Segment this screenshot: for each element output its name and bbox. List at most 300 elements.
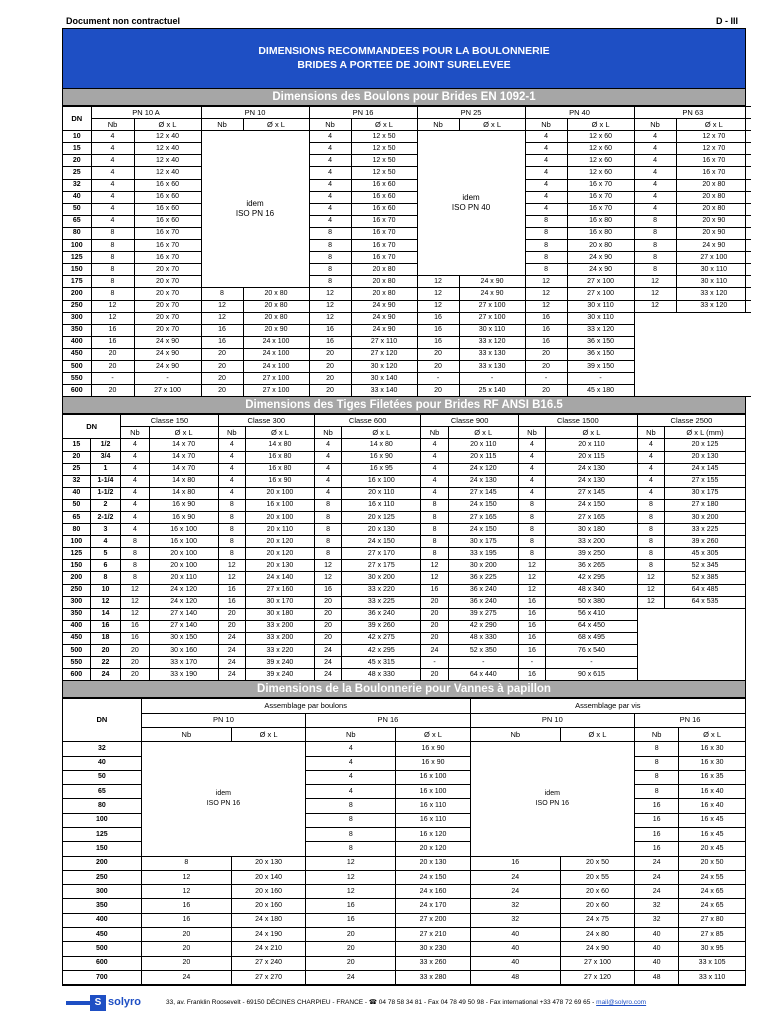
table-cell: 8 bbox=[306, 813, 396, 827]
table-cell: 20 x 80 bbox=[676, 203, 751, 215]
table-cell: 20 x 115 bbox=[546, 451, 638, 463]
table-row bbox=[63, 885, 745, 899]
table-cell: 24 bbox=[635, 885, 679, 899]
table-cell: 20 x 110 bbox=[546, 439, 638, 451]
table-cell: 42 x 295 bbox=[546, 572, 638, 584]
table-cell: 8 bbox=[518, 499, 545, 511]
table-cell: 20 x 125 bbox=[665, 439, 746, 451]
table-cell: 8 bbox=[637, 524, 664, 536]
table-cell: 16 x 70 bbox=[567, 179, 634, 191]
table-cell: 20 x 125 bbox=[342, 512, 421, 524]
pressure-class-header: PN 10 bbox=[201, 107, 309, 119]
table-cell: 4 bbox=[306, 785, 396, 799]
table-cell: 4 bbox=[525, 203, 567, 215]
dxl-header: Ø x L bbox=[546, 427, 638, 439]
table-cell: 20 x 80 bbox=[243, 312, 309, 324]
pressure-class-header: Classe 150 bbox=[121, 415, 218, 427]
table-cell: 30 x 110 bbox=[676, 276, 751, 288]
table-cell: 12 bbox=[309, 300, 351, 312]
pressure-class-header: Classe 600 bbox=[314, 415, 420, 427]
pressure-class-header: PN 10 A bbox=[91, 107, 201, 119]
dn-cell: 15 bbox=[63, 439, 90, 451]
table-cell: 16 bbox=[470, 856, 560, 870]
table-cell: 27 x 100 bbox=[243, 385, 309, 397]
table-cell: 4 bbox=[218, 487, 245, 499]
pressure-class-header: Classe 300 bbox=[218, 415, 314, 427]
table-cell: - bbox=[546, 657, 638, 669]
idem-note: idem ISO PN 16 bbox=[201, 131, 309, 288]
table-row bbox=[63, 276, 751, 288]
table-cell: 30 x 200 bbox=[665, 512, 746, 524]
dn-cell: 450 bbox=[63, 632, 90, 644]
table-cell: 30 x 110 bbox=[676, 264, 751, 276]
table-cell: 27 x 100 bbox=[243, 373, 309, 385]
table-cell: 14 x 70 bbox=[149, 463, 218, 475]
table-cell: 16 x 100 bbox=[149, 524, 218, 536]
table-cell: - bbox=[459, 373, 525, 385]
table-cell: 4 bbox=[218, 439, 245, 451]
table-cell: 27 x 165 bbox=[546, 512, 638, 524]
table-cell: 24 x 145 bbox=[665, 463, 746, 475]
table-cell: 12 bbox=[91, 312, 134, 324]
table-row bbox=[63, 742, 745, 756]
nb-header: Nb bbox=[470, 727, 560, 741]
table-cell: 48 bbox=[635, 970, 679, 984]
table-cell: 36 x 240 bbox=[448, 596, 518, 608]
table-cell: 20 x 100 bbox=[149, 548, 218, 560]
table-cell: 20 bbox=[201, 360, 243, 372]
table-row bbox=[63, 227, 751, 239]
table-cell: 24 x 55 bbox=[679, 870, 745, 884]
table-cell: 42 x 290 bbox=[448, 620, 518, 632]
table-cell: 8 bbox=[635, 785, 679, 799]
table-cell: 52 x 350 bbox=[448, 645, 518, 657]
table-cell: 4 bbox=[309, 155, 351, 167]
table-cell: 12 bbox=[421, 572, 448, 584]
table-cell: 20 x 130 bbox=[245, 560, 314, 572]
table-cell: 20 x 115 bbox=[448, 451, 518, 463]
nb-header: Nb bbox=[218, 427, 245, 439]
table-cell: 4 bbox=[121, 463, 149, 475]
table-cell: 4 bbox=[525, 131, 567, 143]
table-cell: 16 x 60 bbox=[134, 203, 201, 215]
table-cell: 4 bbox=[91, 179, 134, 191]
inch-cell: 14 bbox=[90, 608, 121, 620]
table-cell: 12 x 50 bbox=[351, 167, 417, 179]
table-cell: 12 bbox=[121, 608, 149, 620]
table-cell: 8 bbox=[421, 548, 448, 560]
table-cell: 33 x 170 bbox=[149, 657, 218, 669]
table-cell: 20 bbox=[309, 373, 351, 385]
dn-cell: 550 bbox=[63, 657, 90, 669]
dn-cell: 200 bbox=[63, 856, 141, 870]
header-row bbox=[63, 427, 745, 439]
table-cell: 20 x 50 bbox=[679, 856, 745, 870]
table-row bbox=[63, 928, 745, 942]
table-cell: 20 bbox=[218, 620, 245, 632]
dn-cell: 150 bbox=[63, 842, 141, 856]
table-cell: 33 x 130 bbox=[459, 360, 525, 372]
table-cell: 8 bbox=[518, 548, 545, 560]
table-cell: 33 x 225 bbox=[342, 596, 421, 608]
footer bbox=[66, 993, 748, 1013]
table-cell: 4 bbox=[91, 215, 134, 227]
table-cell: 24 bbox=[470, 870, 560, 884]
table-cell: 16 bbox=[518, 608, 545, 620]
table-cell: 12 x 50 bbox=[351, 143, 417, 155]
table-cell: 8 bbox=[306, 799, 396, 813]
table-cell: 12 bbox=[518, 560, 545, 572]
table-cell: 20 x 100 bbox=[245, 487, 314, 499]
table-cell: 16 bbox=[91, 336, 134, 348]
dn-cell: 150 bbox=[63, 560, 90, 572]
table-cell: 33 x 120 bbox=[676, 300, 751, 312]
table-cell: - bbox=[417, 373, 459, 385]
table-cell: 24 x 150 bbox=[342, 536, 421, 548]
dn-header: DN bbox=[63, 699, 141, 742]
table-cell: 39 x 260 bbox=[665, 536, 746, 548]
dxl-header: Ø x L (mm) bbox=[665, 427, 746, 439]
table-cell: 24 x 190 bbox=[231, 928, 305, 942]
table-cell: 20 x 70 bbox=[134, 300, 201, 312]
inch-cell: 1 bbox=[90, 463, 121, 475]
table-cell: 33 x 220 bbox=[245, 645, 314, 657]
table-cell: 24 x 75 bbox=[560, 913, 634, 927]
table-row bbox=[63, 252, 751, 264]
table-cell: 30 x 95 bbox=[679, 942, 745, 956]
table-cell: 16 x 70 bbox=[676, 155, 751, 167]
dn-cell: 150 bbox=[63, 264, 91, 276]
pressure-class-header: PN 25 bbox=[417, 107, 525, 119]
table-cell: 40 bbox=[635, 928, 679, 942]
table-cell: 8 bbox=[309, 276, 351, 288]
table-cell: 32 bbox=[635, 899, 679, 913]
dn-cell: 32 bbox=[63, 179, 91, 191]
assembly-screws-header: Assemblage par vis bbox=[470, 699, 745, 713]
table-cell: 16 bbox=[218, 584, 245, 596]
table-cell: 8 bbox=[141, 856, 231, 870]
table-cell: 27 x 165 bbox=[448, 512, 518, 524]
table-cell: 16 bbox=[518, 632, 545, 644]
dn-cell: 25 bbox=[63, 167, 91, 179]
table-cell: 24 x 120 bbox=[149, 584, 218, 596]
table-cell: 20 x 90 bbox=[676, 227, 751, 239]
table-cell: 4 bbox=[121, 451, 149, 463]
table-cell: 50 x 380 bbox=[546, 596, 638, 608]
table-cell: 20 bbox=[141, 942, 231, 956]
nb-header: Nb bbox=[314, 427, 341, 439]
table-cell: 12 x 70 bbox=[676, 131, 751, 143]
table-cell: 12 bbox=[121, 596, 149, 608]
table-cell: 12 bbox=[306, 870, 396, 884]
table-cell: 12 x 40 bbox=[134, 143, 201, 155]
table-cell: 8 bbox=[637, 512, 664, 524]
table-cell: 12 bbox=[306, 856, 396, 870]
table-cell: 16 x 70 bbox=[134, 227, 201, 239]
dn-cell: 40 bbox=[63, 191, 91, 203]
table-cell: 8 bbox=[91, 288, 134, 300]
table-cell: 24 x 90 bbox=[351, 312, 417, 324]
table-cell: 4 bbox=[637, 463, 664, 475]
table-cell: 20 bbox=[309, 385, 351, 397]
table-cell: 33 x 110 bbox=[679, 970, 745, 984]
nb-header: Nb bbox=[634, 119, 676, 131]
table-cell: 24 bbox=[421, 645, 448, 657]
table-cell: 24 x 180 bbox=[231, 913, 305, 927]
table-cell: 16 x 60 bbox=[351, 203, 417, 215]
table-cell: 16 bbox=[518, 620, 545, 632]
table-cell: 39 x 250 bbox=[546, 548, 638, 560]
table-cell: 16 x 40 bbox=[679, 799, 745, 813]
dn-cell: 400 bbox=[63, 336, 91, 348]
table-cell: 16 x 80 bbox=[567, 227, 634, 239]
table-cell: 8 bbox=[518, 524, 545, 536]
table-cell: 36 x 240 bbox=[448, 584, 518, 596]
table-cell: 16 x 70 bbox=[351, 215, 417, 227]
table-cell: 8 bbox=[309, 264, 351, 276]
inch-cell: 2 bbox=[90, 499, 121, 511]
inch-cell: 20 bbox=[90, 645, 121, 657]
table-cell: 24 bbox=[218, 632, 245, 644]
table-row bbox=[63, 155, 751, 167]
table-cell: 33 x 120 bbox=[459, 336, 525, 348]
dxl-header: Ø x L bbox=[560, 727, 634, 741]
table-cell: 20 bbox=[421, 608, 448, 620]
table-cell: 8 bbox=[421, 536, 448, 548]
table-row bbox=[63, 451, 745, 463]
table-cell: 48 bbox=[470, 970, 560, 984]
table-cell: 90 x 615 bbox=[546, 669, 638, 681]
dn-cell: 50 bbox=[63, 499, 90, 511]
table-cell: 4 bbox=[525, 167, 567, 179]
table-cell: 20 x 80 bbox=[351, 276, 417, 288]
table-cell: 4 bbox=[518, 475, 545, 487]
table-cell: 16 x 120 bbox=[396, 827, 470, 841]
table-cell: 16 bbox=[417, 324, 459, 336]
table-cell: 8 bbox=[218, 548, 245, 560]
table-cell: 14 x 70 bbox=[149, 439, 218, 451]
dn-cell: 50 bbox=[63, 770, 141, 784]
dxl-header: Ø x L bbox=[351, 119, 417, 131]
disclaimer-text: Document non contractuel bbox=[66, 16, 181, 26]
dn-cell: 200 bbox=[63, 572, 90, 584]
table-cell: 20 bbox=[218, 608, 245, 620]
table-cell: 20 bbox=[421, 596, 448, 608]
page-number: D - III bbox=[716, 16, 738, 26]
table-cell: 8 bbox=[634, 252, 676, 264]
table-row bbox=[63, 143, 751, 155]
dn-cell: 500 bbox=[63, 942, 141, 956]
table-cell: 40 bbox=[635, 942, 679, 956]
dn-cell: 200 bbox=[63, 288, 91, 300]
table-row bbox=[63, 475, 745, 487]
table-cell: 24 x 140 bbox=[245, 572, 314, 584]
table-cell: 33 x 200 bbox=[546, 536, 638, 548]
table-cell: 36 x 240 bbox=[342, 608, 421, 620]
table-cell: 8 bbox=[121, 536, 149, 548]
table-cell: 8 bbox=[421, 524, 448, 536]
table-cell: 16 x 100 bbox=[396, 785, 470, 799]
table-cell: 4 bbox=[637, 475, 664, 487]
table-cell: 27 x 85 bbox=[679, 928, 745, 942]
table-cell: 4 bbox=[121, 512, 149, 524]
table-cell: 33 x 140 bbox=[351, 385, 417, 397]
table-cell: 4 bbox=[421, 463, 448, 475]
table-cell: 24 x 90 bbox=[459, 288, 525, 300]
table-cell: 20 x 120 bbox=[396, 842, 470, 856]
table-cell: 12 bbox=[141, 870, 231, 884]
table-cell: 4 bbox=[634, 167, 676, 179]
inch-cell: 18 bbox=[90, 632, 121, 644]
table-cell: 20 x 130 bbox=[665, 451, 746, 463]
table-cell: 27 x 160 bbox=[245, 584, 314, 596]
table-row bbox=[63, 856, 745, 870]
table-cell: 12 x 60 bbox=[567, 131, 634, 143]
table-cell: 27 x 100 bbox=[459, 312, 525, 324]
table-cell: 64 x 485 bbox=[665, 584, 746, 596]
table-cell: 8 bbox=[201, 288, 243, 300]
idem-note: idem ISO PN 40 bbox=[417, 131, 525, 276]
email-link[interactable]: mail@solyro.com bbox=[596, 999, 647, 1006]
dn-cell: 25 bbox=[63, 463, 90, 475]
table-cell: 16 x 35 bbox=[679, 770, 745, 784]
inch-cell: 1-1/2 bbox=[90, 487, 121, 499]
table-cell: 8 bbox=[525, 215, 567, 227]
table-cell: 20 x 110 bbox=[149, 572, 218, 584]
dn-cell: 50 bbox=[63, 203, 91, 215]
table-cell: 42 x 275 bbox=[342, 632, 421, 644]
table-cell: 24 x 90 bbox=[134, 360, 201, 372]
table-cell: 16 bbox=[218, 596, 245, 608]
table-cell: 8 bbox=[421, 499, 448, 511]
dn-cell: 250 bbox=[63, 870, 141, 884]
table-cell: 16 x 80 bbox=[245, 451, 314, 463]
nb-header: Nb bbox=[309, 119, 351, 131]
table-cell: 40 bbox=[470, 928, 560, 942]
table-cell: 20 x 50 bbox=[560, 856, 634, 870]
dxl-header: Ø x L bbox=[134, 119, 201, 131]
table-cell: 20 x 160 bbox=[231, 899, 305, 913]
table-cell: 14 x 80 bbox=[245, 439, 314, 451]
table-cell: 16 x 80 bbox=[567, 215, 634, 227]
table-cell: - bbox=[134, 373, 201, 385]
table-cell: 16 x 70 bbox=[134, 240, 201, 252]
table-cell: 8 bbox=[637, 499, 664, 511]
table-cell: 20 x 80 bbox=[243, 288, 309, 300]
table-cell: 30 x 175 bbox=[448, 536, 518, 548]
table-cell: 33 x 120 bbox=[567, 324, 634, 336]
table-cell: 16 x 30 bbox=[679, 756, 745, 770]
table-cell: 20 bbox=[314, 620, 341, 632]
table-cell: 24 x 130 bbox=[448, 475, 518, 487]
table-cell: 16 x 70 bbox=[351, 227, 417, 239]
table-cell: 39 x 240 bbox=[245, 657, 314, 669]
table-cell: 24 bbox=[314, 645, 341, 657]
pressure-class-header: PN 16 bbox=[306, 713, 470, 727]
table-cell: 4 bbox=[421, 475, 448, 487]
table-cell: 16 x 60 bbox=[351, 191, 417, 203]
table-cell: 20 bbox=[91, 385, 134, 397]
table-cell: 8 bbox=[309, 240, 351, 252]
table-cell: 33 x 260 bbox=[396, 956, 470, 970]
dxl-header: Ø x L bbox=[245, 427, 314, 439]
table-row bbox=[63, 536, 745, 548]
table-cell: 12 bbox=[314, 560, 341, 572]
pressure-class-header: Classe 1500 bbox=[518, 415, 637, 427]
dxl-header: Ø x L bbox=[396, 727, 470, 741]
table-row bbox=[63, 870, 745, 884]
table-cell: 12 bbox=[309, 288, 351, 300]
table-cell: 12 bbox=[417, 288, 459, 300]
table-cell: 30 x 180 bbox=[546, 524, 638, 536]
table-cell: 16 bbox=[306, 913, 396, 927]
dn-cell: 40 bbox=[63, 487, 90, 499]
table-row bbox=[63, 584, 745, 596]
dn-cell: 450 bbox=[63, 348, 91, 360]
dxl-header: Ø x L bbox=[676, 119, 751, 131]
dn-cell: 250 bbox=[63, 300, 91, 312]
dn-cell: 350 bbox=[63, 899, 141, 913]
table-cell: 4 bbox=[121, 439, 149, 451]
table-cell: 52 x 385 bbox=[665, 572, 746, 584]
header-row bbox=[63, 713, 745, 727]
table-cell: 20 x 70 bbox=[134, 276, 201, 288]
pressure-class-header: PN 40 bbox=[525, 107, 634, 119]
table-cell: 20 x 70 bbox=[134, 324, 201, 336]
table-cell: 20 bbox=[306, 956, 396, 970]
dn-cell: 600 bbox=[63, 669, 90, 681]
table-cell: 8 bbox=[421, 512, 448, 524]
table-cell: 24 x 130 bbox=[546, 475, 638, 487]
table-cell: 8 bbox=[91, 240, 134, 252]
table-cell: 4 bbox=[91, 203, 134, 215]
table-cell: 16 x 95 bbox=[342, 463, 421, 475]
table-row bbox=[63, 203, 751, 215]
table-cell: 24 bbox=[218, 669, 245, 681]
table-cell: 8 bbox=[91, 276, 134, 288]
dn-cell: 32 bbox=[63, 742, 141, 756]
table-cell: 8 bbox=[314, 499, 341, 511]
table-cell: 30 x 180 bbox=[245, 608, 314, 620]
table-cell: 16 x 90 bbox=[149, 512, 218, 524]
table-cell: 4 bbox=[634, 143, 676, 155]
table-cell: 24 x 90 bbox=[676, 240, 751, 252]
dn-cell: 32 bbox=[63, 475, 90, 487]
table-cell: 8 bbox=[91, 252, 134, 264]
table-cell: 20 bbox=[91, 348, 134, 360]
table-cell: 20 x 70 bbox=[134, 264, 201, 276]
table-cell: 16 x 90 bbox=[245, 475, 314, 487]
dn-cell: 125 bbox=[63, 548, 90, 560]
table-cell: 4 bbox=[306, 756, 396, 770]
table-cell: 12 bbox=[525, 276, 567, 288]
table-cell: 27 x 100 bbox=[459, 300, 525, 312]
table-cell: 20 x 160 bbox=[231, 885, 305, 899]
table-cell: 24 x 90 bbox=[134, 336, 201, 348]
nb-header: Nb bbox=[141, 727, 231, 741]
table-cell: 16 x 80 bbox=[245, 463, 314, 475]
table-cell: 16 bbox=[309, 324, 351, 336]
table-cell: 4 bbox=[518, 463, 545, 475]
table-cell: 8 bbox=[634, 264, 676, 276]
table-cell: 8 bbox=[634, 240, 676, 252]
table-cell: 20 x 110 bbox=[245, 524, 314, 536]
table-cell: 48 x 340 bbox=[546, 584, 638, 596]
table-cell: 14 x 80 bbox=[149, 475, 218, 487]
inch-cell: 12 bbox=[90, 596, 121, 608]
address-text: 33, av. Franklin Roosevelt - 69150 DÉCINES CHARPIEU - FRANCE - ☎ 04 78 58 34 81 - Fax 04 78 49 50 98 - Fax international +33 478 72 69 65 - bbox=[166, 999, 597, 1006]
table-row bbox=[63, 956, 745, 970]
